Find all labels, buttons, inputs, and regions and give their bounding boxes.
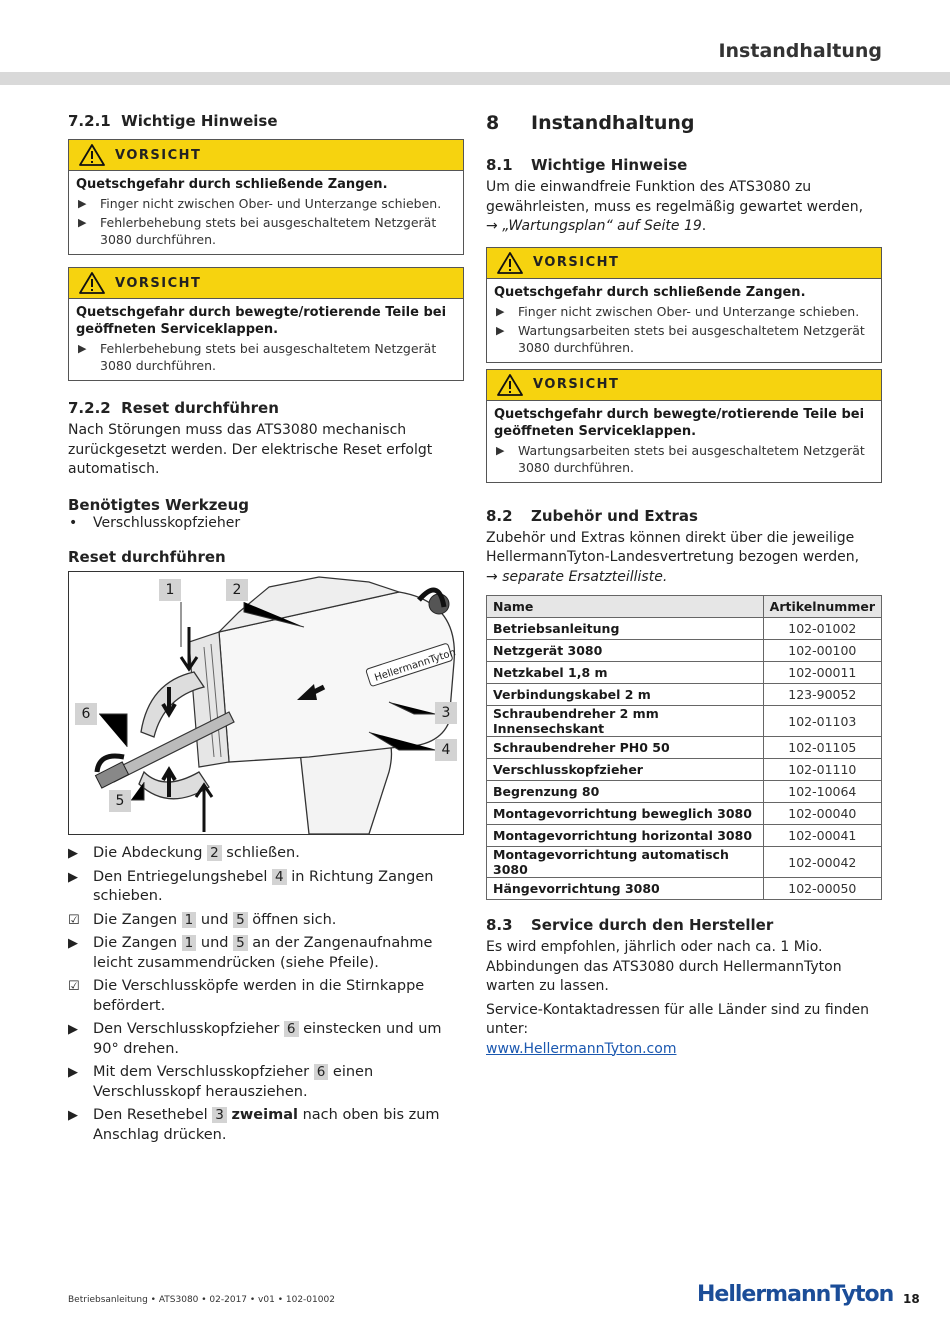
step-arrow-icon: ▶	[68, 936, 78, 951]
step-item: ▶ Die Zangen 1 und 5 an der Zangenaufnahme leicht zusammendrücken (siehe Pfeile).	[68, 935, 433, 971]
step-result: ☑ Die Zangen 1 und 5 öffnen sich.	[68, 911, 464, 931]
table-row: Netzkabel 1,8 m 102-00011	[487, 662, 882, 684]
warning-label: VORSICHT	[115, 147, 202, 163]
warning-heading: Quetschgefahr durch schließende Zangen.	[494, 284, 806, 300]
warning-item: ▶ Wartungsarbeiten stets bei ausgeschaltetem Netzgerät 3080 durchführen.	[496, 442, 865, 475]
warning-icon	[79, 272, 105, 294]
section-8-2-text: Zubehör und Extras können direkt über die jeweilige HellermannTyton-Landesvertretung bezogen werden, → separate Ersatzteilliste.	[486, 529, 860, 585]
table-row: Begrenzung 80 102-10064	[487, 781, 882, 803]
callout-1: 1	[159, 579, 181, 601]
section-8-3-text: Es wird empfohlen, jährlich oder nach ca. 1 Mio. Abbindungen das ATS3080 durch HellermannTyton warten zu lassen.	[486, 939, 842, 994]
warning-icon	[497, 374, 523, 396]
warning-label: VORSICHT	[115, 275, 202, 291]
section-7-2-1-heading: 7.2.1 Wichtige Hinweise	[68, 112, 278, 130]
tool-list-item: • Verschlusskopfzieher	[68, 514, 464, 534]
footer-document-info: Betriebsanleitung • ATS3080 • 02-2017 • v01 • 102-01002	[68, 1295, 335, 1305]
left-column	[68, 112, 464, 566]
callout-3: 3	[435, 702, 457, 724]
bullet-arrow-icon: ▶	[496, 323, 505, 337]
table-row: Montagevorrichtung automatisch 3080 102-00042	[487, 847, 882, 878]
table-row: Schraubendreher PH0 50 102-01105	[487, 737, 882, 759]
service-contact-text: Service-Kontaktadressen für alle Länder sind zu finden unter:	[486, 1001, 869, 1037]
warning-icon	[79, 144, 105, 166]
bullet-arrow-icon: ▶	[78, 342, 87, 355]
checkbox-checked-icon: ☑	[68, 912, 80, 928]
parts-list-reference[interactable]: separate Ersatzteilliste.	[502, 568, 668, 585]
table-row: Montagevorrichtung horizontal 3080 102-00041	[487, 825, 882, 847]
callout-4: 4	[435, 739, 457, 761]
section-7-2-2-heading: 7.2.2 Reset durchführen	[68, 399, 279, 417]
section-8-2-heading: 8.2 Zubehör und Extras	[486, 506, 698, 525]
section-8-1-text: Um die einwandfreie Funktion des ATS3080 zu gewährleisten, muss es regelmäßig gewartet werden, → „Wartungsplan“ auf Seite 19.	[486, 179, 864, 234]
right-column	[486, 112, 882, 1059]
step-item: ▶ Den Resethebel 3 zweimal nach oben bis zum Anschlag drücken.	[68, 1107, 440, 1143]
warning-box-3	[486, 247, 882, 363]
bullet-arrow-icon: ▶	[496, 304, 505, 318]
chapter-8-heading: 8 Instandhaltung	[486, 112, 695, 134]
table-row: Verschlusskopfzieher 102-01110	[487, 759, 882, 781]
warning-item: ▶ Wartungsarbeiten stets bei ausgeschaltetem Netzgerät 3080 durchführen.	[496, 322, 865, 355]
warning-label: VORSICHT	[533, 255, 620, 270]
checkbox-checked-icon: ☑	[68, 979, 80, 994]
step-arrow-icon: ▶	[68, 869, 78, 885]
step-item: ▶ Mit dem Verschlusskopfzieher 6 einen Verschlusskopf herausziehen.	[68, 1064, 374, 1100]
warning-box-4	[486, 369, 882, 483]
table-row: Netzgerät 3080 102-00100	[487, 640, 882, 662]
warning-heading: Quetschgefahr durch bewegte/rotierende Teile bei geöffneten Serviceklappen.	[494, 406, 865, 439]
device-brand-label: HellermannTyton	[373, 647, 458, 684]
reset-intro-text: Nach Störungen muss das ATS3080 mechanisch zurückgesetzt werden. Der elektrische Reset erfolgt automatisch.	[68, 422, 433, 477]
warning-item: ▶ Finger nicht zwischen Ober- und Unterzange schieben.	[496, 303, 860, 319]
column-header-article-number: Artikelnummer	[763, 596, 881, 618]
table-row: Verbindungskabel 2 m 123-90052	[487, 684, 882, 706]
reset-steps-list	[68, 844, 464, 1149]
header-bar	[0, 72, 950, 85]
bullet-dot-icon: •	[69, 514, 78, 531]
website-link[interactable]: www.HellermannTyton.com	[486, 1040, 677, 1057]
column-header-name: Name	[487, 596, 764, 618]
callout-6: 6	[75, 703, 97, 725]
brand-logo: HellermannTyton	[697, 1282, 894, 1307]
bullet-arrow-icon: ▶	[496, 443, 505, 457]
table-row: Schraubendreher 2 mm Innensechskant 102-01103	[487, 706, 882, 737]
page-header-title: Instandhaltung	[718, 40, 882, 62]
step-item: ▶ Die Abdeckung 2 schließen.	[68, 844, 464, 864]
bullet-arrow-icon: ▶	[78, 197, 87, 210]
warning-icon	[497, 252, 523, 274]
callout-2: 2	[226, 579, 248, 601]
warning-heading: Quetschgefahr durch schließende Zangen.	[76, 177, 388, 192]
cross-ref-arrow-icon: →	[486, 218, 498, 234]
warning-label: VORSICHT	[533, 377, 620, 392]
callout-5: 5	[109, 790, 131, 812]
section-8-3-heading: 8.3 Service durch den Hersteller	[486, 916, 774, 934]
step-arrow-icon: ▶	[68, 1065, 78, 1080]
cross-ref-arrow-icon: →	[486, 568, 498, 585]
table-header-row	[487, 596, 882, 618]
warning-box-2	[68, 267, 464, 381]
cross-reference-link[interactable]: „Wartungsplan“ auf Seite 19	[502, 218, 702, 234]
table-row: Montagevorrichtung beweglich 3080 102-00040	[487, 803, 882, 825]
warning-box-1	[68, 139, 464, 255]
reset-illustration	[68, 571, 464, 835]
table-row: Betriebsanleitung 102-01002	[487, 618, 882, 640]
reset-procedure-heading: Reset durchführen	[68, 548, 226, 566]
step-result: ☑ Die Verschlussköpfe werden in die Stirnkappe befördert.	[68, 978, 425, 1014]
step-arrow-icon: ▶	[68, 1022, 78, 1037]
table-row: Hängevorrichtung 3080 102-00050	[487, 878, 882, 900]
step-item: ▶ Den Entriegelungshebel 4 in Richtung Zangen schieben.	[68, 868, 434, 904]
step-arrow-icon: ▶	[68, 1108, 78, 1123]
step-arrow-icon: ▶	[68, 846, 78, 861]
tool-heading: Benötigtes Werkzeug	[68, 495, 250, 514]
warning-item: ▶ Finger nicht zwischen Ober- und Unterzange schieben.	[78, 196, 442, 211]
warning-heading: Quetschgefahr durch bewegte/rotierende Teile bei geöffneten Serviceklappen.	[76, 305, 447, 337]
step-item: ▶ Den Verschlusskopfzieher 6 einstecken und um 90° drehen.	[68, 1021, 442, 1057]
page-number: 18	[903, 1292, 920, 1306]
warning-item: ▶ Fehlerbehebung stets bei ausgeschaltetem Netzgerät 3080 durchführen.	[78, 341, 437, 373]
section-8-1-heading: 8.1 Wichtige Hinweise	[486, 156, 688, 174]
bullet-arrow-icon: ▶	[78, 216, 87, 229]
accessories-table	[486, 595, 882, 900]
warning-item: ▶ Fehlerbehebung stets bei ausgeschaltetem Netzgerät 3080 durchführen.	[78, 215, 437, 247]
